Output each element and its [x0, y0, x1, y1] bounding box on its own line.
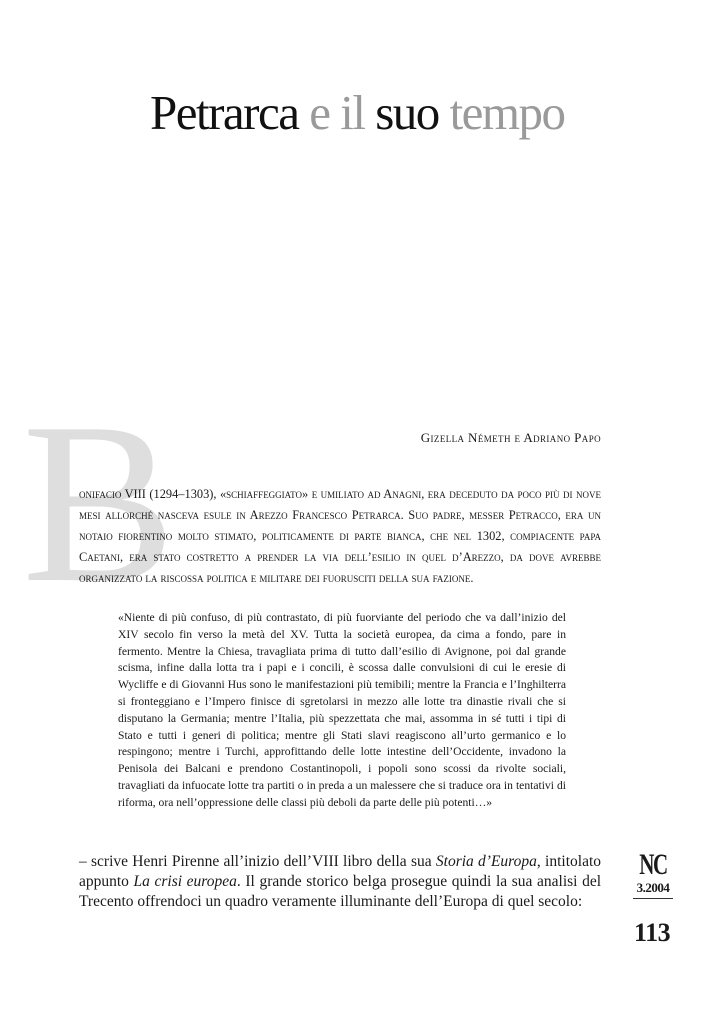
book-title: Storia d’Europa [435, 853, 537, 870]
body-text-part3: . Il grande storico belga prosegue quindi la sua analisi del Trecento offrendoci un quadro veramente illuminante dell’Europa di quel secolo: [79, 873, 602, 910]
journal-rule [633, 898, 673, 899]
journal-issue: 3.2004 [636, 880, 670, 895]
page-number: 113 [634, 918, 671, 947]
drop-cap-letter: B [22, 375, 176, 630]
body-paragraph [79, 852, 601, 912]
volume-title: La crisi europea [133, 873, 237, 890]
body-text-part2: , intitolato appunto [79, 853, 601, 890]
title-words-e-il: e il [309, 85, 365, 140]
article-authors: Gizella Németh e Adriano Papo [420, 430, 601, 445]
title-word-petrarca: Petrarca [150, 85, 299, 140]
block-quote: «Niente di più confuso, di più contrastato, di più fuorviante del periodo che va dall’inizio del XIV secolo fin verso la metà del XV. Tutta la società europea, da cima a fondo, pare in fermento. Mentre la Chiesa, travagliata prima di tutto dall’esilio di Avignone, poi dal grande scisma, infine dalla lotta tra i papi e i concili, è scossa dalle convulsioni di cui le eresie di Wycliffe e di Giovanni Hus sono le manifestazioni più temibili; mentre la Francia e l’Inghilterra si fronteggiano e l’Impero finisce di sgretolarsi in mezzo alle lotte tra dinastie rivali che si disputano la Germania; mentre l’Italia, più spezzettata che mai, assomma in sé tutti i tipi di Stato e tutti i generi di politica; mentre gli Stati slavi reagiscono all’urto germanico e lo respingono; mentre i Turchi, approfittando delle lotte intestine dell’Occidente, invadono la Penisola dei Balcani e prendono Costantinopoli, i popoli sono scossi da rivolte sociali, travagliati da infuocate lotte tra partiti o in preda a un malessere che si traduce ora in tentativi di riforma, ora nell’oppressione delle classi più deboli da parte delle più potenti…» [118, 611, 566, 809]
intro-paragraph: onifacio VIII (1294–1303), «schiaffeggiato» e umiliato ad Anagni, era deceduto da poco più di nove mesi allorché nasceva esule in Arezzo Francesco Petrarca. Suo padre, messer Petracco, era un notaio fiorentino molto stimato, politicamente di parte bianca, che nel 1302, compiacente papa Caetani, era stato costretto a prender la via dell’esilio in quel d’Arezzo, da dove avrebbe organizzato la riscossa politica e militare dei fuorusciti della sua fazione. [79, 487, 601, 585]
journal-mark [633, 850, 673, 899]
title-word-suo: suo [375, 85, 439, 140]
title-word-tempo: tempo [449, 85, 565, 140]
journal-logo: NC [639, 848, 667, 881]
article-title [150, 85, 670, 140]
body-text-part1: – scrive Henri Pirenne all’inizio dell’VIII libro della sua [79, 853, 436, 870]
